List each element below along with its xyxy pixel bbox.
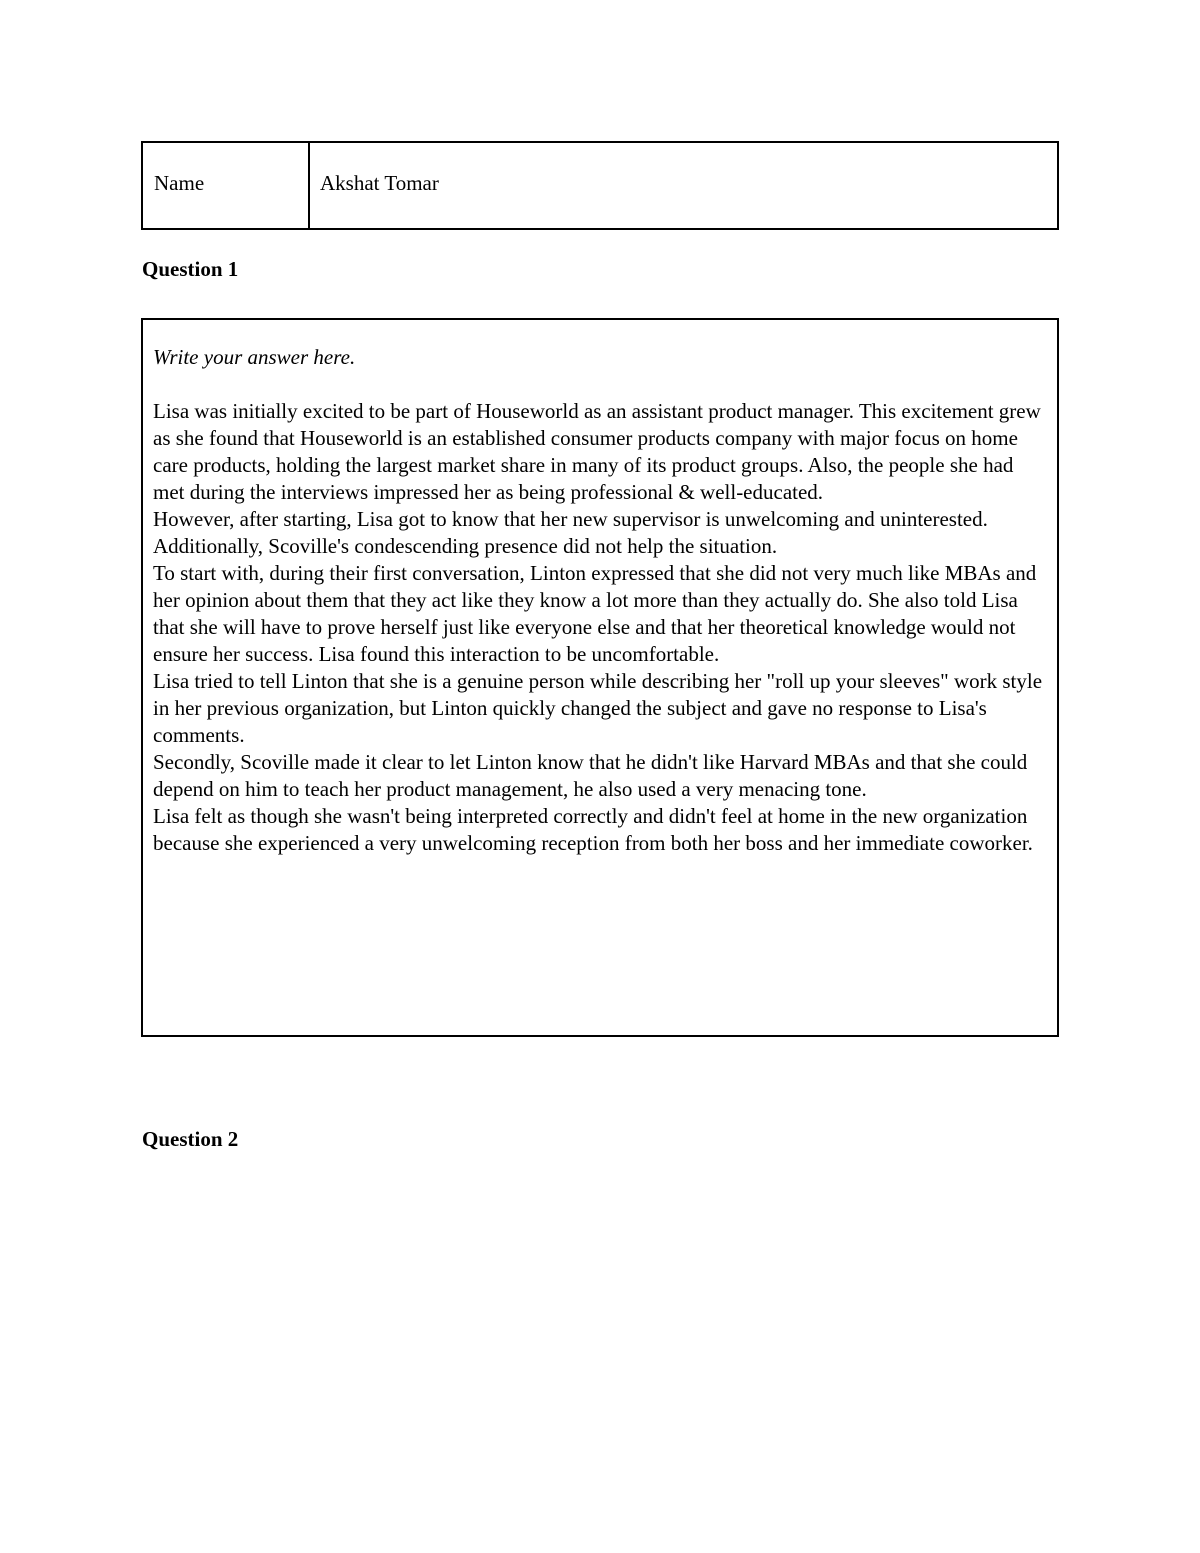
question-2-heading: Question 2	[142, 1127, 239, 1151]
answer-paragraph: However, after starting, Lisa got to know that her new supervisor is unwelcoming and uninterested. Additionally, Scoville's condescending presence did not help the situation.	[153, 507, 988, 558]
question-1-answer-box[interactable]	[141, 318, 1059, 1037]
name-value[interactable]: Akshat Tomar	[320, 171, 439, 195]
answer-placeholder: Write your answer here.	[153, 345, 356, 369]
answer-paragraph: To start with, during their first conversation, Linton expressed that she did not very much like MBAs and her opinion about them that they act like they know a lot more than they actually do. She also told Lisa that she will have to prove herself just like everyone else and that her theoretical knowledge would not ensure her success. Lisa found this interaction to be uncomfortable.	[153, 561, 1037, 666]
answer-paragraph: Secondly, Scoville made it clear to let Linton know that he didn't like Harvard MBAs and that she could depend on him to teach her product management, he also used a very menacing tone.	[153, 750, 1028, 801]
name-table	[141, 141, 1059, 230]
answer-paragraph: Lisa was initially excited to be part of Houseworld as an assistant product manager. This excitement grew as she found that Houseworld is an established consumer products company with major focus on home care products, holding the largest market share in many of its product groups. Also, the people she had met during the interviews impressed her as being professional & well-educated.	[153, 399, 1041, 504]
answer-paragraph: Lisa tried to tell Linton that she is a genuine person while describing her "roll up your sleeves" work style in her previous organization, but Linton quickly changed the subject and gave no response to Lisa's comments.	[153, 669, 1043, 747]
question-1-heading: Question 1	[142, 257, 239, 281]
name-label: Name	[143, 143, 310, 228]
answer-paragraph: Lisa felt as though she wasn't being interpreted correctly and didn't feel at home in the new organization because she experienced a very unwelcoming reception from both her boss and her immediate coworker.	[153, 804, 1033, 855]
